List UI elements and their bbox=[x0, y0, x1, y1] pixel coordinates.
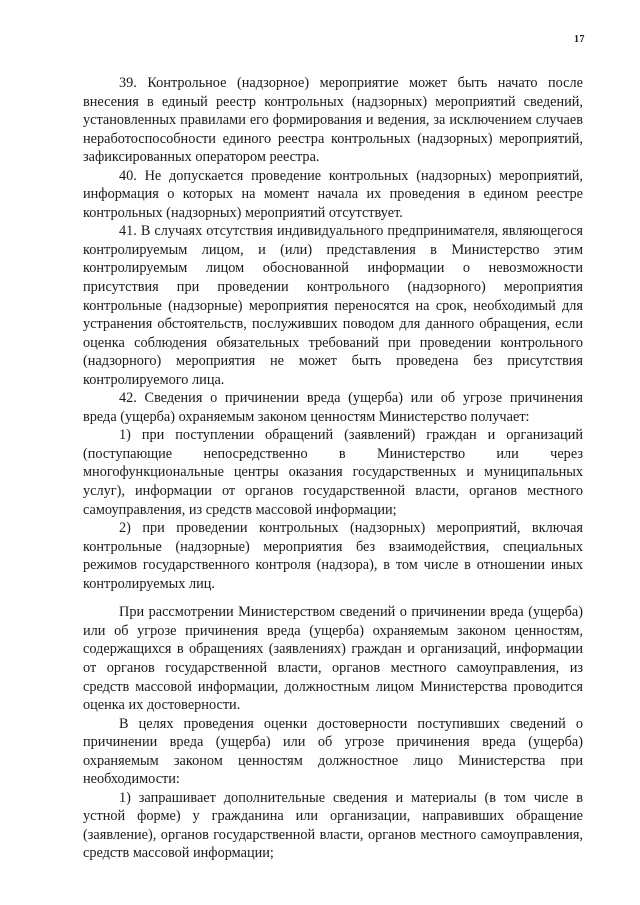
paragraph-verification: В целях проведения оценки достоверности поступивших сведений о причинении вреда (ущерба) или об угрозе причинения вреда (ущерба) охраняемым законом ценностям должностное лицо Министерства при необходимости: bbox=[83, 715, 583, 788]
page-number: 17 bbox=[574, 34, 585, 45]
paragraph-42-item-1: 1) при поступлении обращений (заявлений) граждан и организаций (поступающие непосредственно в Министерство или через многофункциональные центры оказания государственных и муниципальных услуг), информации от органов государственной власти, органов местного самоуправления, из средств массовой информации; bbox=[83, 427, 583, 518]
paragraph-41: 41. В случаях отсутствия индивидуального предпринимателя, являющегося контролируемым лицом, и (или) представления в Министерство этим контролируемым лицом обоснованной информации о невозможности присутствия при проведении контрольного (надзорного) мероприятия контрольные (надзорные) мероприятия переносятся на срок, необходимый для устранения обстоятельств, послуживших поводом для данного обращения, если оценка соблюдения обязательных требований при проведении контрольного (надзорного) мероприятия не может быть проведена без присутствия контролируемого лица. bbox=[83, 223, 583, 388]
paragraph-verification-item-1: 1) запрашивает дополнительные сведения и материалы (в том числе в устной форме) у гражданина или организации, направивших обращение (заявление), органов государственной власти, органов местного самоуправления, средств массовой информации; bbox=[83, 789, 583, 862]
paragraph-40: 40. Не допускается проведение контрольных (надзорных) мероприятий, информация о которых на момент начала их проведения в едином реестре контрольных (надзорных) мероприятий отсутствует. bbox=[83, 167, 583, 221]
paragraph-42-item-2: 2) при проведении контрольных (надзорных) мероприятий, включая контрольные (надзорные) мероприятия без взаимодействия, специальных режимов государственного контроля (надзора), в том числе в отношении иных контролируемых лиц. bbox=[83, 520, 583, 592]
paragraph-assessment: При рассмотрении Министерством сведений о причинении вреда (ущерба) или об угрозе причинения вреда (ущерба) охраняемым законом ценностям, содержащихся в обращениях (заявлениях) граждан и организаций, информации от органов государственной власти, органов местного самоуправления, из средств массовой информации, должностным лицом Министерства проводится оценка их достоверности. bbox=[83, 604, 583, 714]
paragraph-39: 39. Контрольное (надзорное) мероприятие может быть начато после внесения в единый реестр контрольных (надзорных) мероприятий сведений, установленных правилами его формирования и ведения, за исключением случаев неработоспособности единого реестра контрольных (надзорных) мероприятий, зафиксированных оператором реестра. bbox=[83, 75, 583, 166]
document-body bbox=[83, 74, 583, 863]
paragraph-42: 42. Сведения о причинении вреда (ущерба) или об угрозе причинения вреда (ущерба) охраняемым законом ценностям Министерство получает: bbox=[83, 390, 583, 425]
